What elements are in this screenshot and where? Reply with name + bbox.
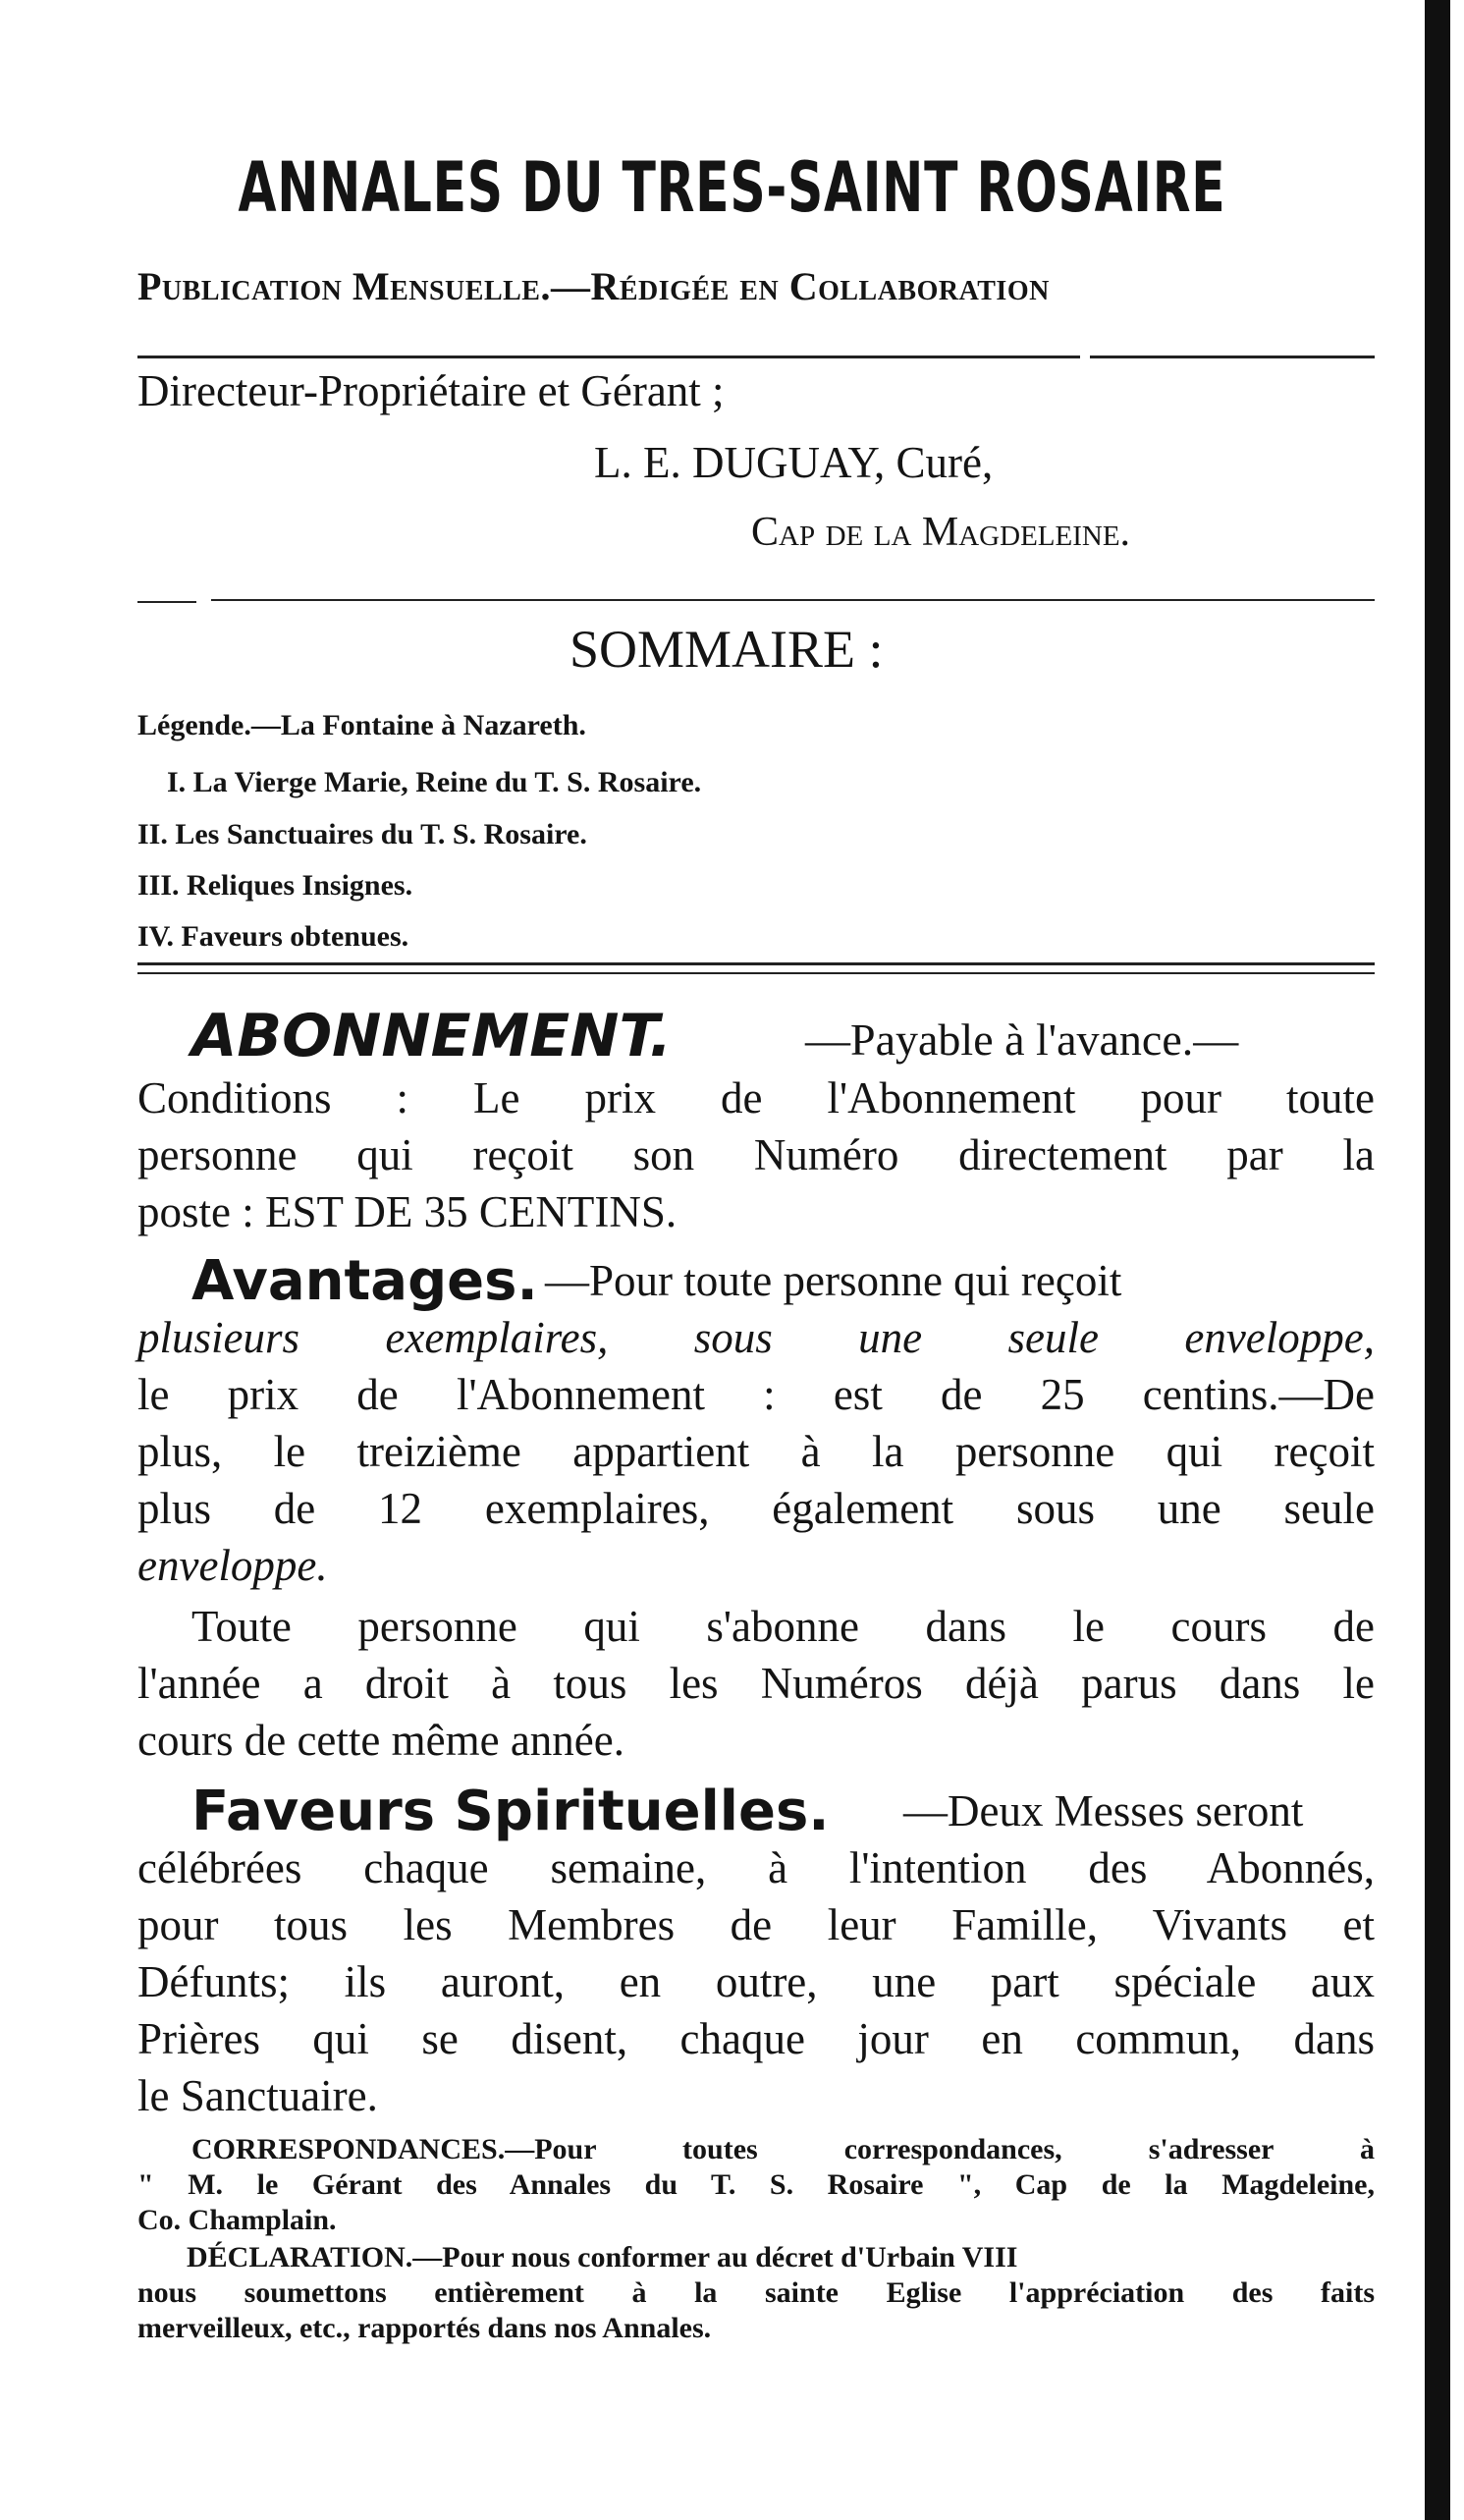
scan-edge-shadow	[1425, 0, 1450, 2520]
faveurs-line: célébrées chaque semaine, à l'intention des Abonnés,	[137, 1843, 1375, 1892]
avantages-heading: Avantages.	[191, 1249, 538, 1313]
avantages-line: enveloppe.	[137, 1541, 328, 1590]
rule-mid-left	[137, 601, 196, 603]
rule-mid-right	[211, 599, 1375, 601]
double-rule-b	[137, 972, 1375, 974]
director-label: Directeur-Propriétaire et Gérant ;	[137, 366, 725, 415]
declaration-line: merveilleux, etc., rapportés dans nos Annales.	[137, 2312, 712, 2344]
correspondances-line: " M. le Gérant des Annales du T. S. Rosaire ", Cap de la Magdeleine,	[137, 2168, 1375, 2201]
abonnement-heading: ABONNEMENT.	[191, 1002, 673, 1070]
faveurs-line: —Deux Messes seront	[903, 1786, 1304, 1835]
sommaire-item: IV. Faveurs obtenues.	[137, 920, 409, 953]
sommaire-title: SOMMAIRE :	[569, 620, 884, 679]
avantages-line: plus de 12 exemplaires, également sous une seule	[137, 1484, 1375, 1533]
declaration-line: nous soumettons entièrement à la sainte Eglise l'appréciation des faits	[137, 2276, 1375, 2309]
sommaire-item: II. Les Sanctuaires du T. S. Rosaire.	[137, 818, 587, 850]
faveurs-heading: Faveurs Spirituelles.	[191, 1780, 830, 1843]
avantages-line: plusieurs exemplaires, sous une seule enveloppe,	[137, 1313, 1375, 1362]
toute-line: l'année a droit à tous les Numéros déjà parus dans le	[137, 1659, 1375, 1708]
abonnement-line: personne qui reçoit son Numéro directement par la	[137, 1130, 1375, 1179]
faveurs-line: Prières qui se disent, chaque jour en commun, dans	[137, 2014, 1375, 2063]
sommaire-item: III. Reliques Insignes.	[137, 869, 413, 902]
toute-line: Toute personne qui s'abonne dans le cours de	[191, 1602, 1375, 1651]
rule-top-right	[1090, 356, 1375, 358]
rule-top-left	[137, 356, 1080, 358]
director-place: Cap de la Magdeleine.	[751, 510, 1131, 555]
avantages-line: le prix de l'Abonnement : est de 25 centins.—De	[137, 1370, 1375, 1419]
abonnement-line: Conditions : Le prix de l'Abonnement pour toute	[137, 1073, 1375, 1123]
abonnement-line: poste : EST DE 35 CENTINS.	[137, 1187, 678, 1236]
toute-line: cours de cette même année.	[137, 1716, 624, 1765]
sommaire-item: I. La Vierge Marie, Reine du T. S. Rosaire.	[167, 766, 702, 798]
faveurs-line: pour tous les Membres de leur Famille, Vivants et	[137, 1900, 1375, 1949]
avantages-line: —Pour toute personne qui reçoit	[545, 1256, 1122, 1305]
publication-subhead: Publication Mensuelle.—Rédigée en Collaboration	[137, 264, 1050, 308]
double-rule-a	[137, 962, 1375, 965]
avantages-line: plus, le treizième appartient à la personne qui reçoit	[137, 1427, 1375, 1476]
masthead-title: ANNALES DU TRES-SAINT ROSAIRE	[238, 147, 1226, 228]
faveurs-line: le Sanctuaire.	[137, 2071, 378, 2120]
declaration-line: DÉCLARATION.—Pour nous conformer au décret d'Urbain VIII	[187, 2241, 1018, 2273]
sommaire-item: Légende.—La Fontaine à Nazareth.	[137, 709, 586, 741]
abonnement-line: —Payable à l'avance.—	[805, 1014, 1239, 1065]
faveurs-line: Défunts; ils auront, en outre, une part spéciale aux	[137, 1957, 1375, 2006]
correspondances-line: CORRESPONDANCES.—Pour toutes correspondances, s'adresser à	[191, 2133, 1375, 2165]
director-name: L. E. DUGUAY, Curé,	[594, 438, 994, 487]
correspondances-line: Co. Champlain.	[137, 2204, 337, 2236]
